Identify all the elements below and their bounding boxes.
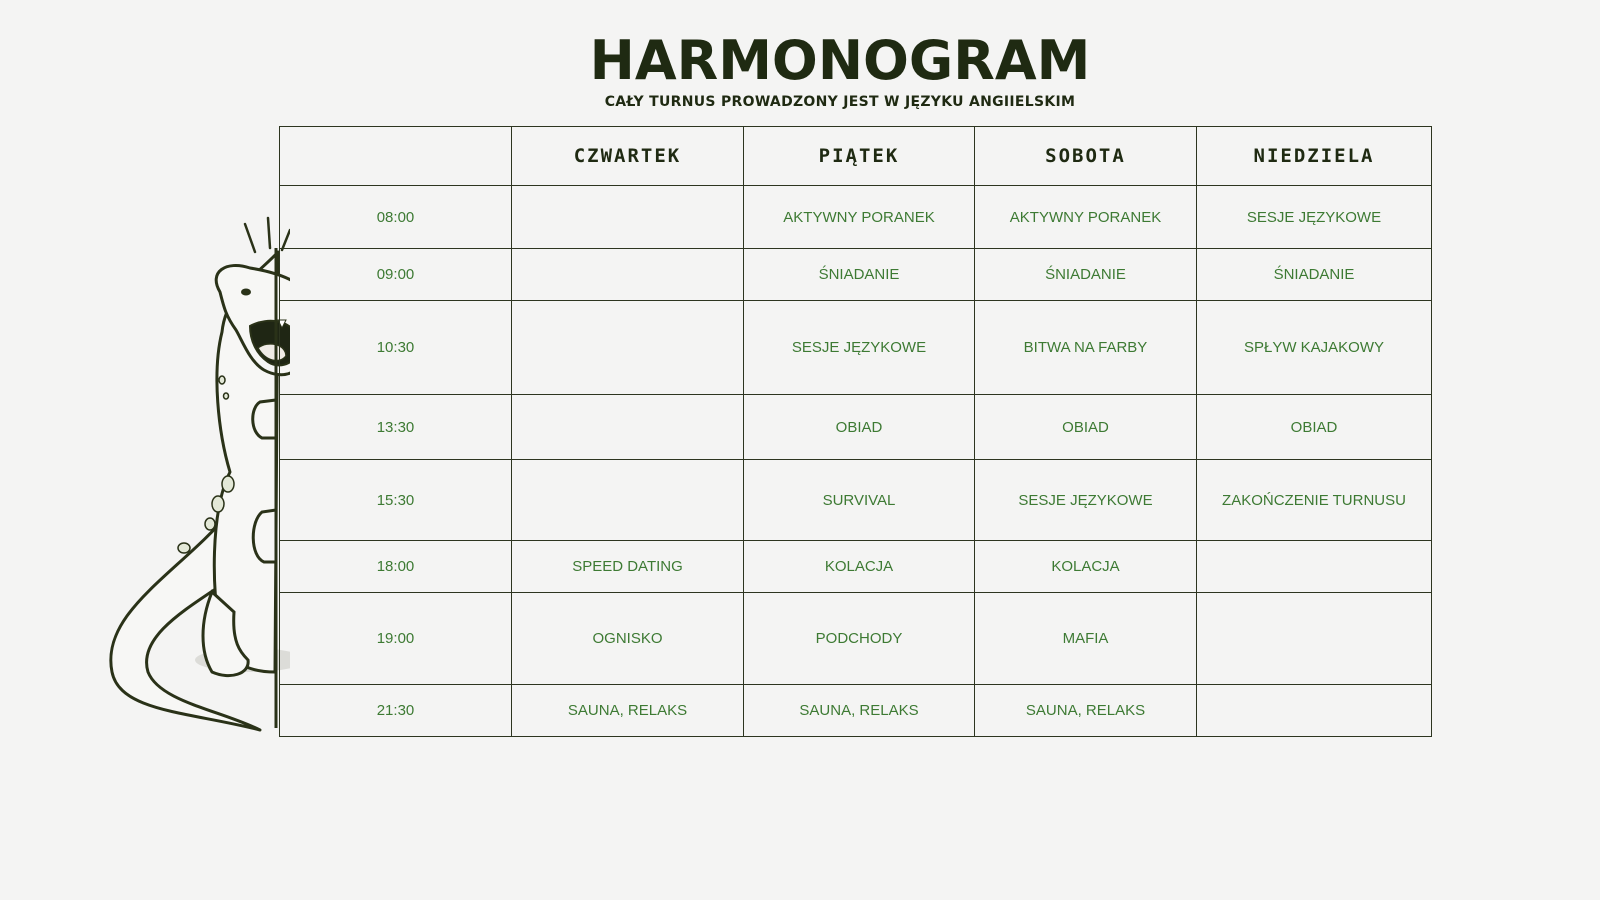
time-cell: 15:30: [280, 460, 512, 541]
activity-cell: [512, 460, 744, 541]
activity-cell: ŚNIADANIE: [1197, 249, 1432, 301]
activity-cell: SPŁYW KAJAKOWY: [1197, 301, 1432, 395]
activity-cell: AKTYWNY PORANEK: [975, 186, 1197, 249]
page-header: [589, 29, 1100, 110]
activity-cell: [1197, 593, 1432, 685]
table-row: [280, 460, 1432, 541]
day-header: NIEDZIELA: [1197, 127, 1432, 186]
time-cell: 13:30: [280, 395, 512, 460]
time-cell: 21:30: [280, 685, 512, 737]
activity-cell: MAFIA: [975, 593, 1197, 685]
time-cell: 18:00: [280, 541, 512, 593]
corner-cell: [280, 127, 512, 186]
activity-cell: OBIAD: [1197, 395, 1432, 460]
activity-cell: SAUNA, RELAKS: [744, 685, 975, 737]
schedule-table: [279, 126, 1432, 737]
table-row: [280, 249, 1432, 301]
activity-cell: SAUNA, RELAKS: [975, 685, 1197, 737]
activity-cell: BITWA NA FARBY: [975, 301, 1197, 395]
table-row: [280, 395, 1432, 460]
day-header: CZWARTEK: [512, 127, 744, 186]
activity-cell: SURVIVAL: [744, 460, 975, 541]
activity-cell: [512, 249, 744, 301]
activity-cell: SPEED DATING: [512, 541, 744, 593]
activity-cell: [512, 186, 744, 249]
activity-cell: [512, 301, 744, 395]
time-cell: 10:30: [280, 301, 512, 395]
day-header: SOBOTA: [975, 127, 1197, 186]
table-row: [280, 186, 1432, 249]
activity-cell: KOLACJA: [744, 541, 975, 593]
activity-cell: [512, 395, 744, 460]
activity-cell: [1197, 685, 1432, 737]
activity-cell: OBIAD: [744, 395, 975, 460]
activity-cell: OBIAD: [975, 395, 1197, 460]
table-row: [280, 301, 1432, 395]
activity-cell: SESJE JĘZYKOWE: [975, 460, 1197, 541]
page-subtitle: CAŁY TURNUS PROWADZONY JEST W JĘZYKU ANGIIELSKIM: [604, 94, 1076, 110]
table-row: [280, 685, 1432, 737]
header-row: [280, 127, 1432, 186]
activity-cell: SESJE JĘZYKOWE: [744, 301, 975, 395]
day-header: PIĄTEK: [744, 127, 975, 186]
activity-cell: ŚNIADANIE: [975, 249, 1197, 301]
time-cell: 09:00: [280, 249, 512, 301]
table-row: [280, 593, 1432, 685]
activity-cell: ZAKOŃCZENIE TURNUSU: [1197, 460, 1432, 541]
activity-cell: AKTYWNY PORANEK: [744, 186, 975, 249]
activity-cell: KOLACJA: [975, 541, 1197, 593]
activity-cell: OGNISKO: [512, 593, 744, 685]
time-cell: 08:00: [280, 186, 512, 249]
activity-cell: [1197, 541, 1432, 593]
activity-cell: ŚNIADANIE: [744, 249, 975, 301]
page-title: HARMONOGRAM: [589, 29, 1091, 92]
time-cell: 19:00: [280, 593, 512, 685]
table-row: [280, 541, 1432, 593]
activity-cell: SESJE JĘZYKOWE: [1197, 186, 1432, 249]
activity-cell: PODCHODY: [744, 593, 975, 685]
dinosaur-peeking-icon: [100, 212, 290, 742]
activity-cell: SAUNA, RELAKS: [512, 685, 744, 737]
